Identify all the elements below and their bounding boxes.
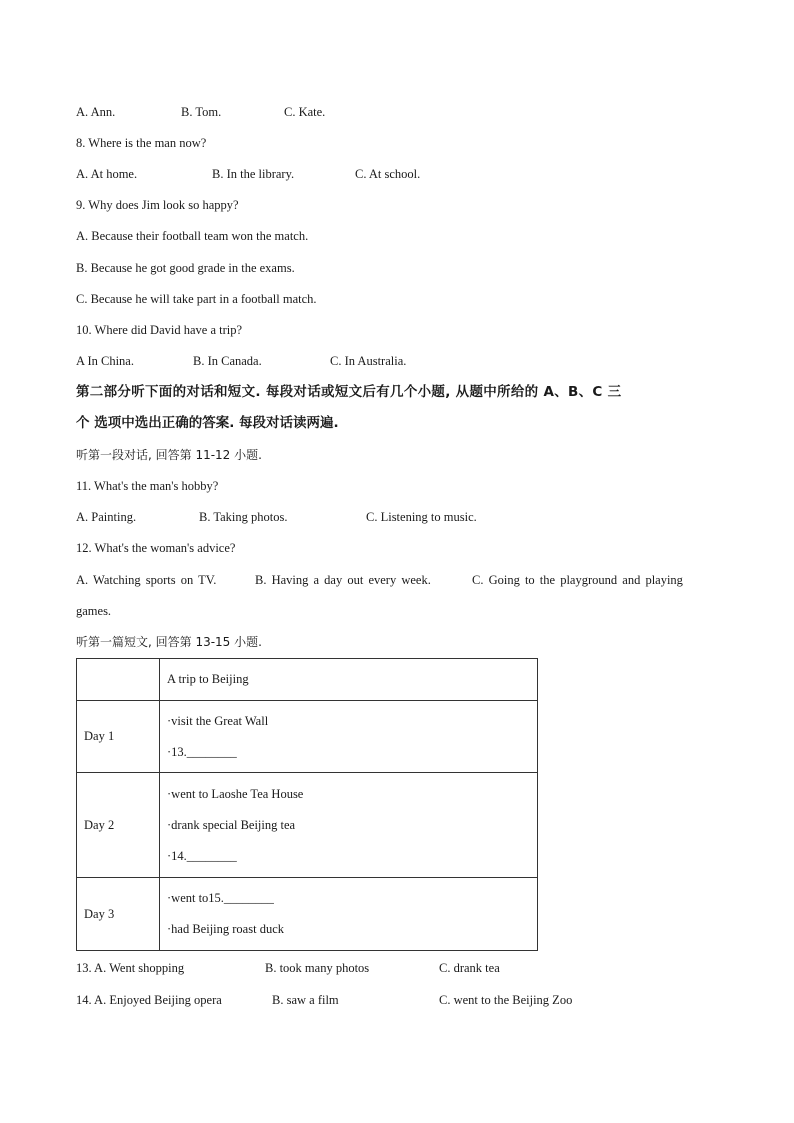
day-label: Day 3 [77, 878, 160, 951]
part2-instructions-line2: 个 选项中选出正确的答案. 每段对话读两遍. [76, 415, 339, 431]
day-items [160, 878, 538, 951]
table-title: A trip to Beijing [160, 659, 538, 701]
day-item-blank-13: ·13.________ [167, 744, 237, 759]
trip-table [76, 658, 538, 951]
q14-option-c: C. went to the Beijing Zoo [439, 993, 573, 1007]
q14-option-a: 14. A. Enjoyed Beijing opera [76, 993, 222, 1007]
q9-question: 9. Why does Jim look so happy? [76, 198, 239, 212]
table-header-row [77, 659, 538, 701]
table-corner-cell [77, 659, 160, 701]
q8-option-b: B. In the library. [212, 167, 295, 181]
q12-option-b: B. Having a day out every week. [255, 573, 431, 587]
q9-option-a: A. Because their football team won the match. [76, 229, 309, 243]
q12-option-c-continuation: games. [76, 604, 112, 618]
day-item-blank-14: ·14.________ [167, 848, 237, 863]
table-row-day3 [77, 878, 538, 951]
day-label: Day 2 [77, 773, 160, 878]
q13-option-a: 13. A. Went shopping [76, 961, 185, 975]
passage1-intro: 听第一篇短文, 回答第 13-15 小题. [76, 635, 262, 649]
q7-option-b: B. Tom. [181, 105, 222, 119]
q14-option-b: B. saw a film [272, 993, 339, 1007]
day-items [160, 701, 538, 773]
day-items [160, 773, 538, 878]
q10-question: 10. Where did David have a trip? [76, 323, 243, 337]
day-item: ·visit the Great Wall [167, 713, 269, 728]
part2-instructions-line1: 第二部分听下面的对话和短文. 每段对话或短文后有几个小题, 从题中所给的 A、B、C 三 [76, 384, 622, 400]
q8-option-a: A. At home. [76, 167, 138, 181]
q12-option-c: C. Going to the playground and playing [472, 573, 683, 587]
day-item: ·drank special Beijing tea [167, 817, 296, 832]
day-item: ·went to Laoshe Tea House [167, 786, 304, 801]
q13-option-c: C. drank tea [439, 961, 500, 975]
q9-option-b: B. Because he got good grade in the exams. [76, 261, 295, 275]
q10-option-a: A In China. [76, 354, 134, 368]
q10-option-c: C. In Australia. [330, 354, 407, 368]
day-item: ·had Beijing roast duck [167, 922, 284, 936]
q11-option-a: A. Painting. [76, 510, 137, 524]
table-row-day2 [77, 773, 538, 878]
dialogue1-intro: 听第一段对话, 回答第 11-12 小题. [76, 448, 262, 462]
q7-option-a: A. Ann. [76, 105, 116, 119]
q7-option-c: C. Kate. [284, 105, 326, 119]
table-row-day1 [77, 701, 538, 773]
day-item-blank-15: ·went to15.________ [167, 891, 274, 905]
q12-question: 12. What's the woman's advice? [76, 541, 236, 555]
q8-option-c: C. At school. [355, 167, 421, 181]
q12-option-a: A. Watching sports on TV. [76, 573, 217, 587]
day-label: Day 1 [77, 701, 160, 773]
q9-option-c: C. Because he will take part in a football match. [76, 292, 317, 306]
q10-option-b: B. In Canada. [193, 354, 262, 368]
q11-option-b: B. Taking photos. [199, 510, 288, 524]
q11-option-c: C. Listening to music. [366, 510, 477, 524]
q8-question: 8. Where is the man now? [76, 136, 207, 150]
q13-option-b: B. took many photos [265, 961, 370, 975]
q11-question: 11. What's the man's hobby? [76, 479, 219, 493]
